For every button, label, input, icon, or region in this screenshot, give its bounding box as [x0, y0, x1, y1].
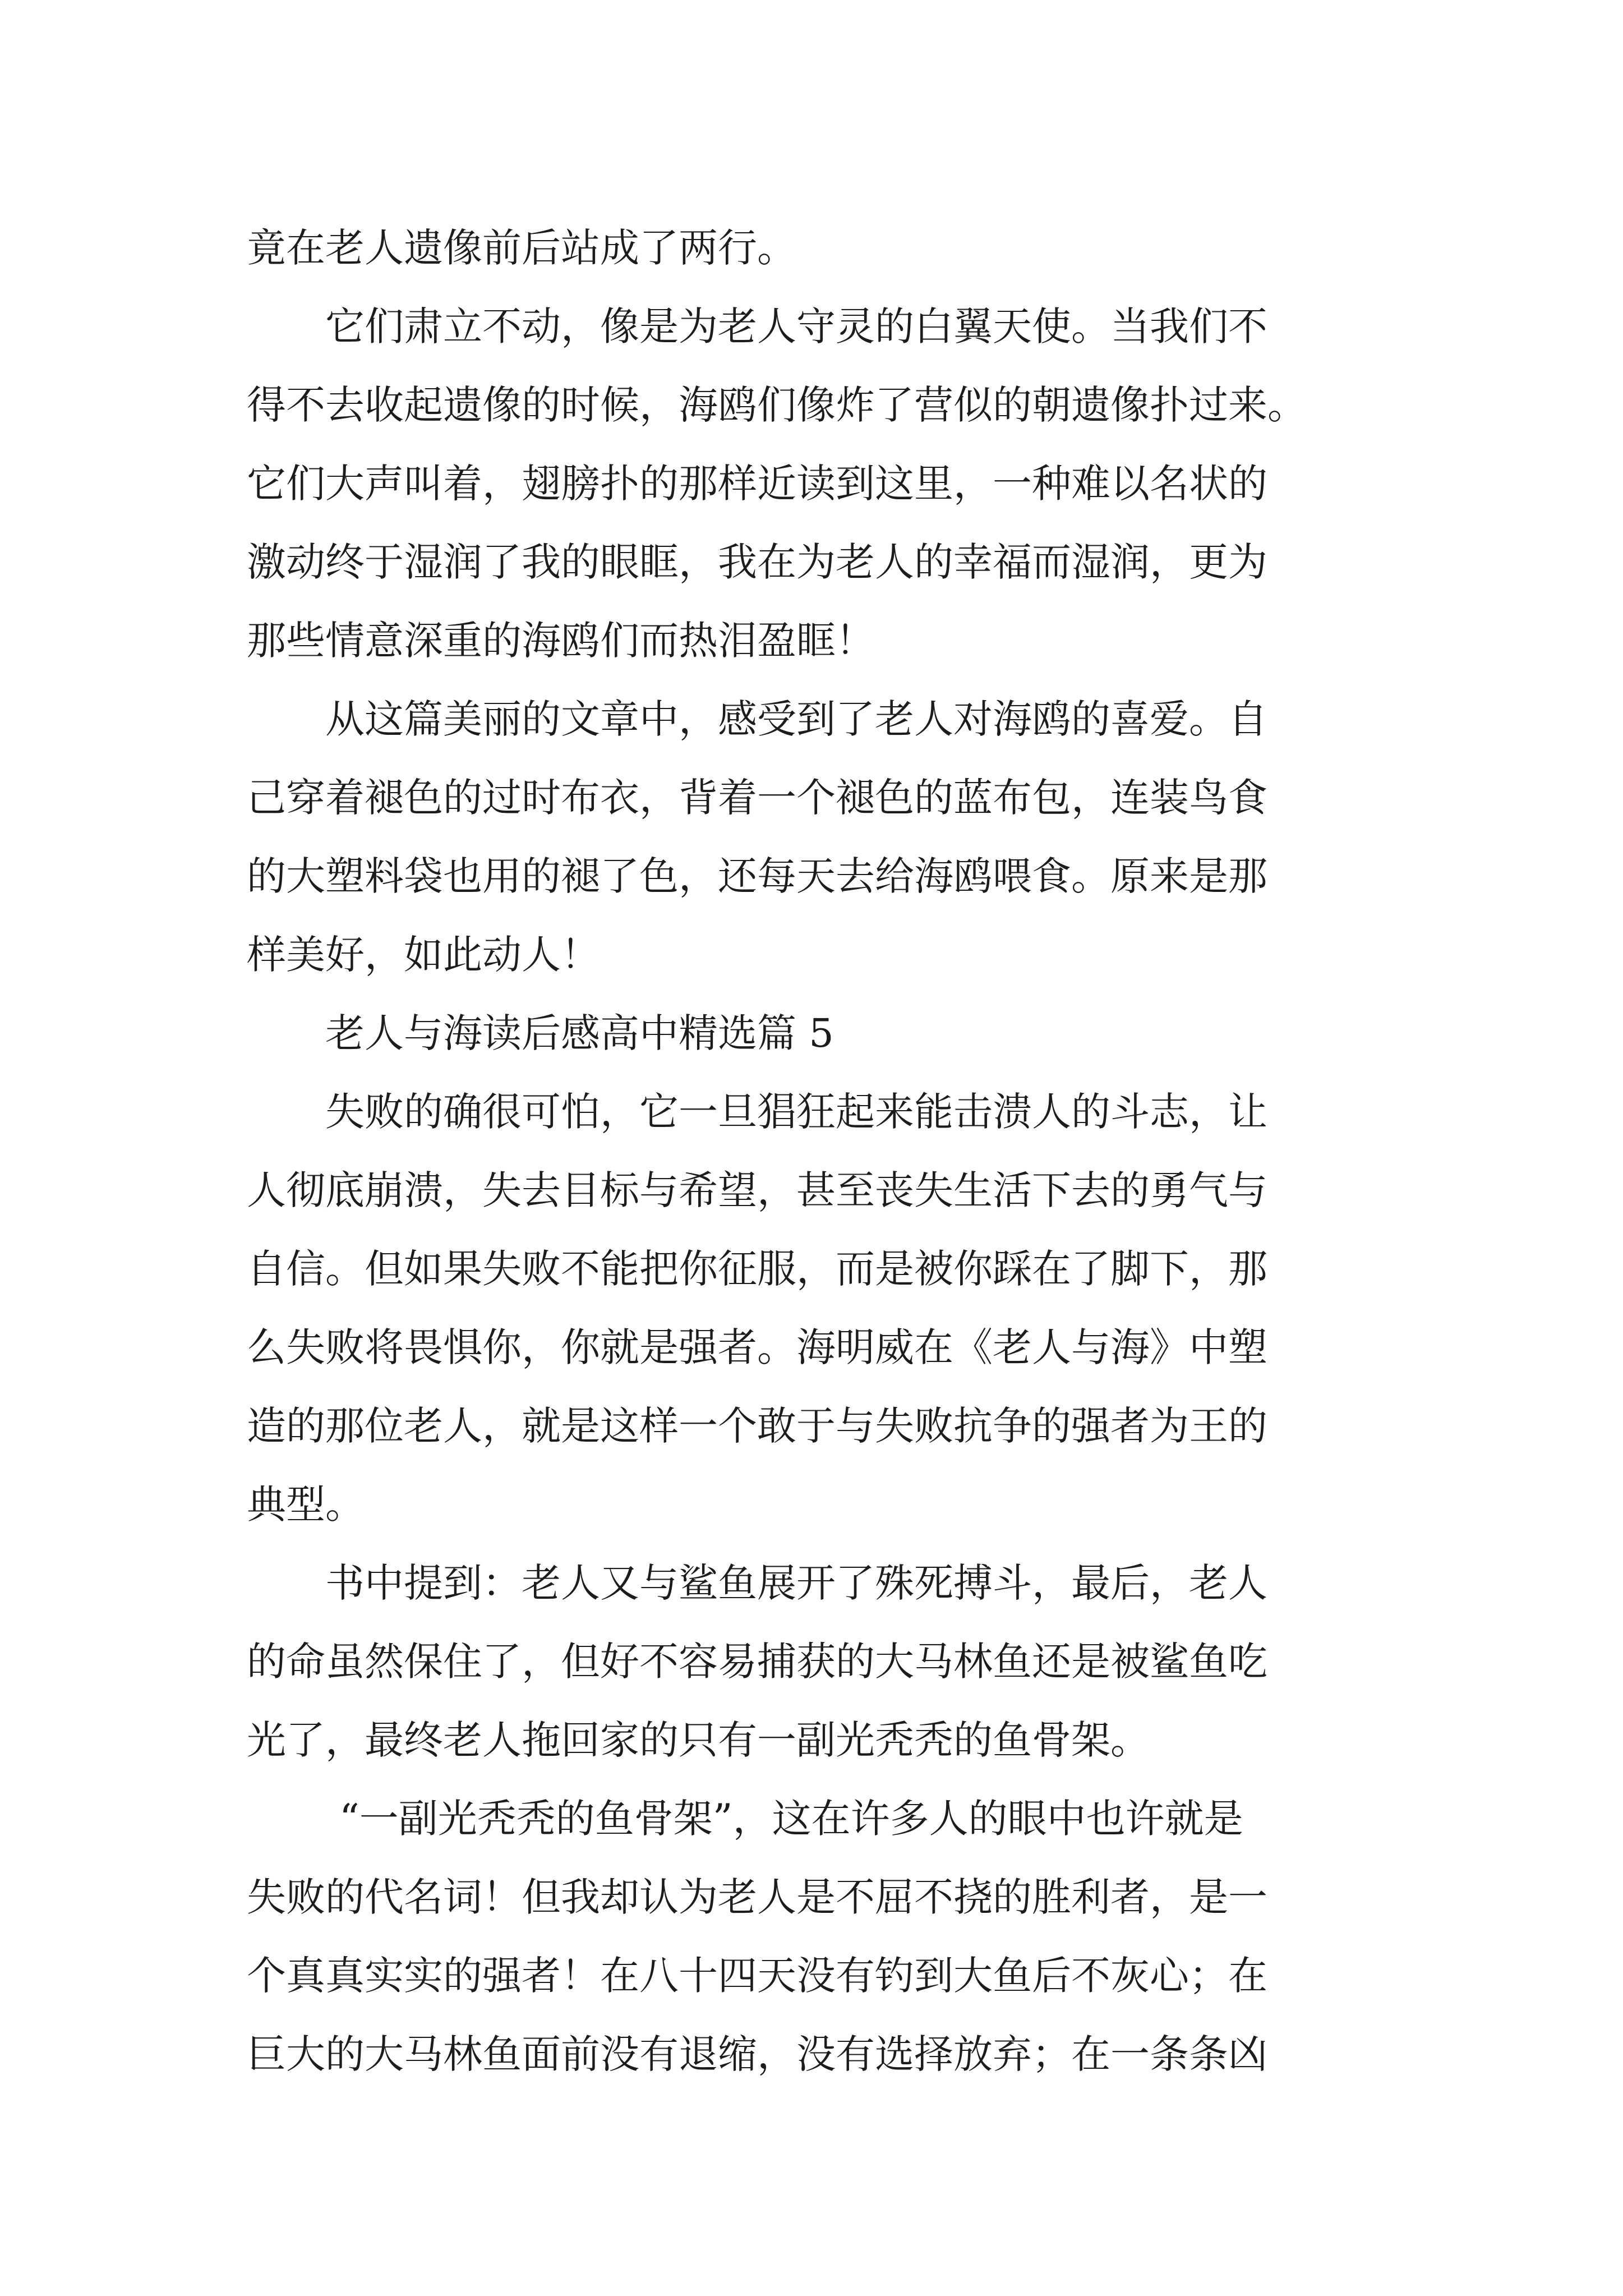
text-line: 造的那位老人，就是这样一个敢于与失败抗争的强者为王的 — [247, 1403, 1267, 1449]
text-line: 竟在老人遗像前后站成了两行。 — [247, 225, 796, 271]
section-heading: 老人与海读后感高中精选篇 5 — [325, 1010, 834, 1056]
text-line: 的命虽然保住了，但好不容易捕获的大马林鱼还是被鲨鱼吃 — [247, 1639, 1267, 1685]
text-line: 它们大声叫着，翅膀扑的那样近读到这里，一种难以名状的 — [247, 461, 1267, 507]
text-line: 的大塑料袋也用的褪了色，还每天去给海鸥喂食。原来是那 — [247, 853, 1267, 899]
text-line: 失败的确很可怕，它一旦猖狂起来能击溃人的斗志，让 — [325, 1089, 1267, 1135]
text-line: 光了，最终老人拖回家的只有一副光秃秃的鱼骨架。 — [247, 1717, 1150, 1763]
text-line: 样美好，如此动人！ — [247, 932, 600, 978]
body-text — [247, 209, 1441, 2093]
text-line: 激动终于湿润了我的眼眶，我在为老人的幸福而湿润，更为 — [247, 539, 1267, 585]
text-line: 人彻底崩溃，失去目标与希望，甚至丧失生活下去的勇气与 — [247, 1167, 1267, 1213]
text-line: 么失败将畏惧你，你就是强者。海明威在《老人与海》中塑 — [247, 1324, 1267, 1370]
text-line: 那些情意深重的海鸥们而热泪盈眶！ — [247, 618, 875, 664]
text-line: 书中提到：老人又与鲨鱼展开了殊死搏斗，最后，老人 — [325, 1560, 1267, 1606]
text-line: 自信。但如果失败不能把你征服，而是被你踩在了脚下，那 — [247, 1246, 1267, 1292]
text-line: 从这篇美丽的文章中，感受到了老人对海鸥的喜爱。自 — [325, 696, 1267, 742]
text-line: 失败的代名词！但我却认为老人是不屈不挠的胜利者，是一 — [247, 1874, 1267, 1920]
text-line: 个真真实实的强者！在八十四天没有钓到大鱼后不灰心；在 — [247, 1953, 1267, 1999]
text-line: “一副光秃秃的鱼骨架”，这在许多人的眼中也许就是 — [339, 1796, 1243, 1842]
text-line: 己穿着褪色的过时布衣，背着一个褪色的蓝布包，连装鸟食 — [247, 775, 1267, 821]
text-line: 巨大的大马林鱼面前没有退缩，没有选择放弃；在一条条凶 — [247, 2031, 1267, 2077]
text-line: 典型。 — [247, 1481, 365, 1527]
text-line: 它们肃立不动，像是为老人守灵的白翼天使。当我们不 — [325, 303, 1267, 349]
text-line: 得不去收起遗像的时候，海鸥们像炸了营似的朝遗像扑过来。 — [247, 382, 1307, 428]
